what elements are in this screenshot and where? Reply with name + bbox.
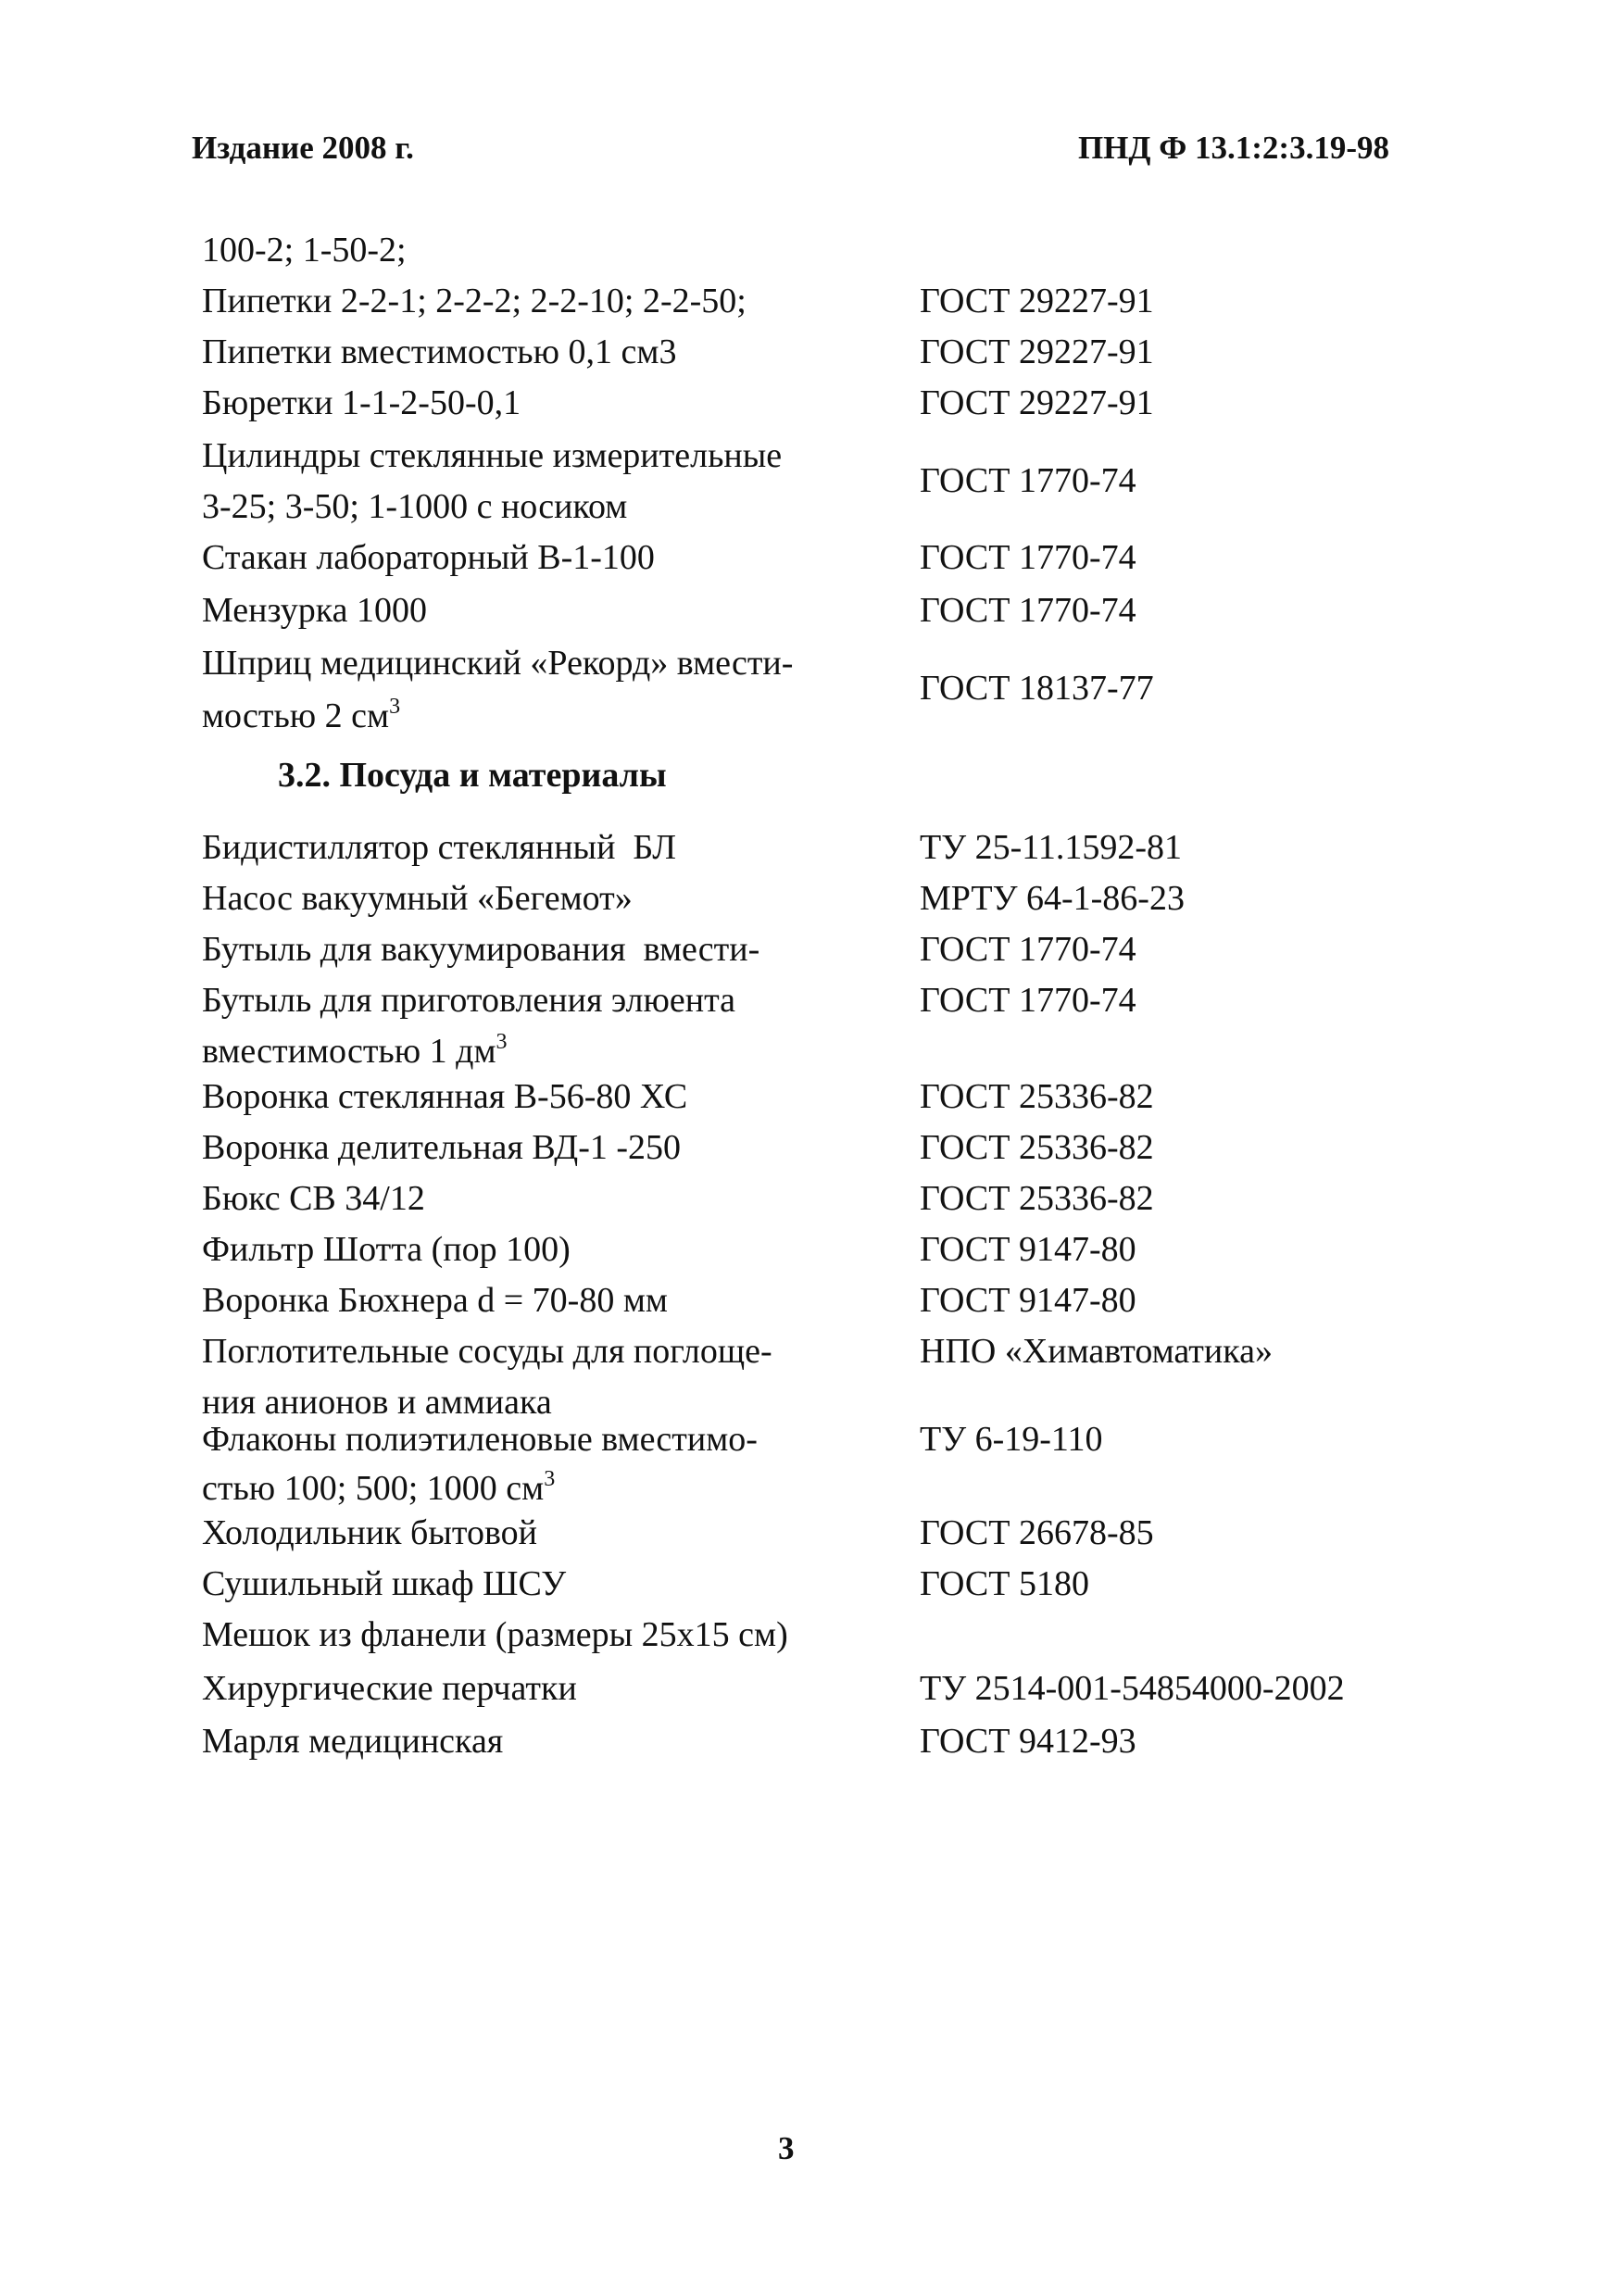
item-name-line2: ния анионов и аммиака — [202, 1383, 552, 1422]
item-standard: ТУ 6-19-110 — [920, 1420, 1103, 1459]
item-standard: ГОСТ 29227-91 — [920, 332, 1154, 371]
item-standard: ГОСТ 29227-91 — [920, 383, 1154, 422]
item-name-line1: Флаконы полиэтиленовые вместимо- — [202, 1420, 758, 1459]
item-name: Марля медицинская — [202, 1722, 504, 1761]
item-name: Фильтр Шотта (пор 100) — [202, 1230, 571, 1269]
item-standard: ГОСТ 25336-82 — [920, 1128, 1154, 1167]
item-standard: ГОСТ 1770-74 — [920, 538, 1136, 577]
item-name-text: стью 100; 500; 1000 см — [202, 1469, 545, 1508]
item-name-line2 — [202, 1026, 841, 1077]
item-name: 100-2; 1-50-2; — [202, 231, 407, 270]
item-name: Сушильный шкаф ШСУ — [202, 1564, 567, 1603]
item-name: Пипетки 2-2-1; 2-2-2; 2-2-10; 2-2-50; — [202, 282, 747, 320]
superscript: 3 — [496, 1030, 508, 1054]
superscript: 3 — [544, 1467, 556, 1491]
item-name-line2 — [202, 1463, 841, 1514]
item-name: Бюретки 1-1-2-50-0,1 — [202, 383, 521, 422]
item-name: Мензурка 1000 — [202, 591, 427, 630]
item-name: Бюкс СВ 34/12 — [202, 1179, 425, 1218]
item-standard: ГОСТ 1770-74 — [920, 591, 1136, 630]
item-name-line1: Бутыль для приготовления элюента — [202, 981, 736, 1020]
item-standard: ГОСТ 1770-74 — [920, 461, 1136, 500]
item-standard: ГОСТ 29227-91 — [920, 282, 1154, 320]
item-name: Стакан лабораторный В-1-100 — [202, 538, 655, 577]
item-name: Мешок из фланели (размеры 25х15 см) — [202, 1615, 788, 1654]
item-standard: ГОСТ 9147-80 — [920, 1281, 1136, 1320]
item-name-line2 — [202, 691, 841, 742]
edition-label: Издание 2008 г. — [192, 130, 414, 166]
item-name-line1: Шприц медицинский «Рекорд» вмести- — [202, 644, 794, 683]
item-name: Воронка стеклянная В-56-80 ХС — [202, 1077, 688, 1116]
item-standard: ГОСТ 18137-77 — [920, 669, 1154, 708]
item-standard: ТУ 2514-001-54854000-2002 — [920, 1669, 1345, 1708]
item-name: Воронка делительная ВД-1 -250 — [202, 1128, 682, 1167]
item-standard: ТУ 25-11.1592-81 — [920, 828, 1183, 867]
item-standard: ГОСТ 5180 — [920, 1564, 1089, 1603]
item-name: Бидистиллятор стеклянный БЛ — [202, 828, 677, 867]
item-name-line1: Цилиндры стеклянные измерительные — [202, 436, 783, 475]
item-name: Холодильник бытовой — [202, 1513, 538, 1552]
item-standard: ГОСТ 25336-82 — [920, 1179, 1154, 1218]
item-standard: ГОСТ 26678-85 — [920, 1513, 1154, 1552]
item-name: Воронка Бюхнера d = 70-80 мм — [202, 1281, 668, 1320]
item-standard: ГОСТ 25336-82 — [920, 1077, 1154, 1116]
document-code: ПНД Ф 13.1:2:3.19-98 — [1077, 130, 1389, 166]
item-name-text: мостью 2 см — [202, 696, 390, 735]
item-standard: МРТУ 64-1-86-23 — [920, 879, 1185, 918]
item-name-line2: 3-25; 3-50; 1-1000 с носиком — [202, 487, 628, 526]
page-number: 3 — [778, 2130, 795, 2166]
item-standard: ГОСТ 1770-74 — [920, 981, 1136, 1020]
section-heading: 3.2. Посуда и материалы — [278, 756, 667, 795]
item-name: Пипетки вместимостью 0,1 см3 — [202, 332, 677, 371]
superscript: 3 — [389, 695, 401, 719]
item-standard: ГОСТ 9147-80 — [920, 1230, 1136, 1269]
item-name-line1: Поглотительные сосуды для поглоще- — [202, 1332, 772, 1371]
item-name-text: вместимостью 1 дм — [202, 1032, 496, 1071]
item-name: Хирургические перчатки — [202, 1669, 577, 1708]
item-name: Бутыль для вакуумирования вмести- — [202, 930, 760, 969]
item-standard: ГОСТ 1770-74 — [920, 930, 1136, 969]
item-standard: НПО «Химавтоматика» — [920, 1332, 1274, 1371]
item-name: Насос вакуумный «Бегемот» — [202, 879, 633, 918]
item-standard: ГОСТ 9412-93 — [920, 1722, 1136, 1761]
